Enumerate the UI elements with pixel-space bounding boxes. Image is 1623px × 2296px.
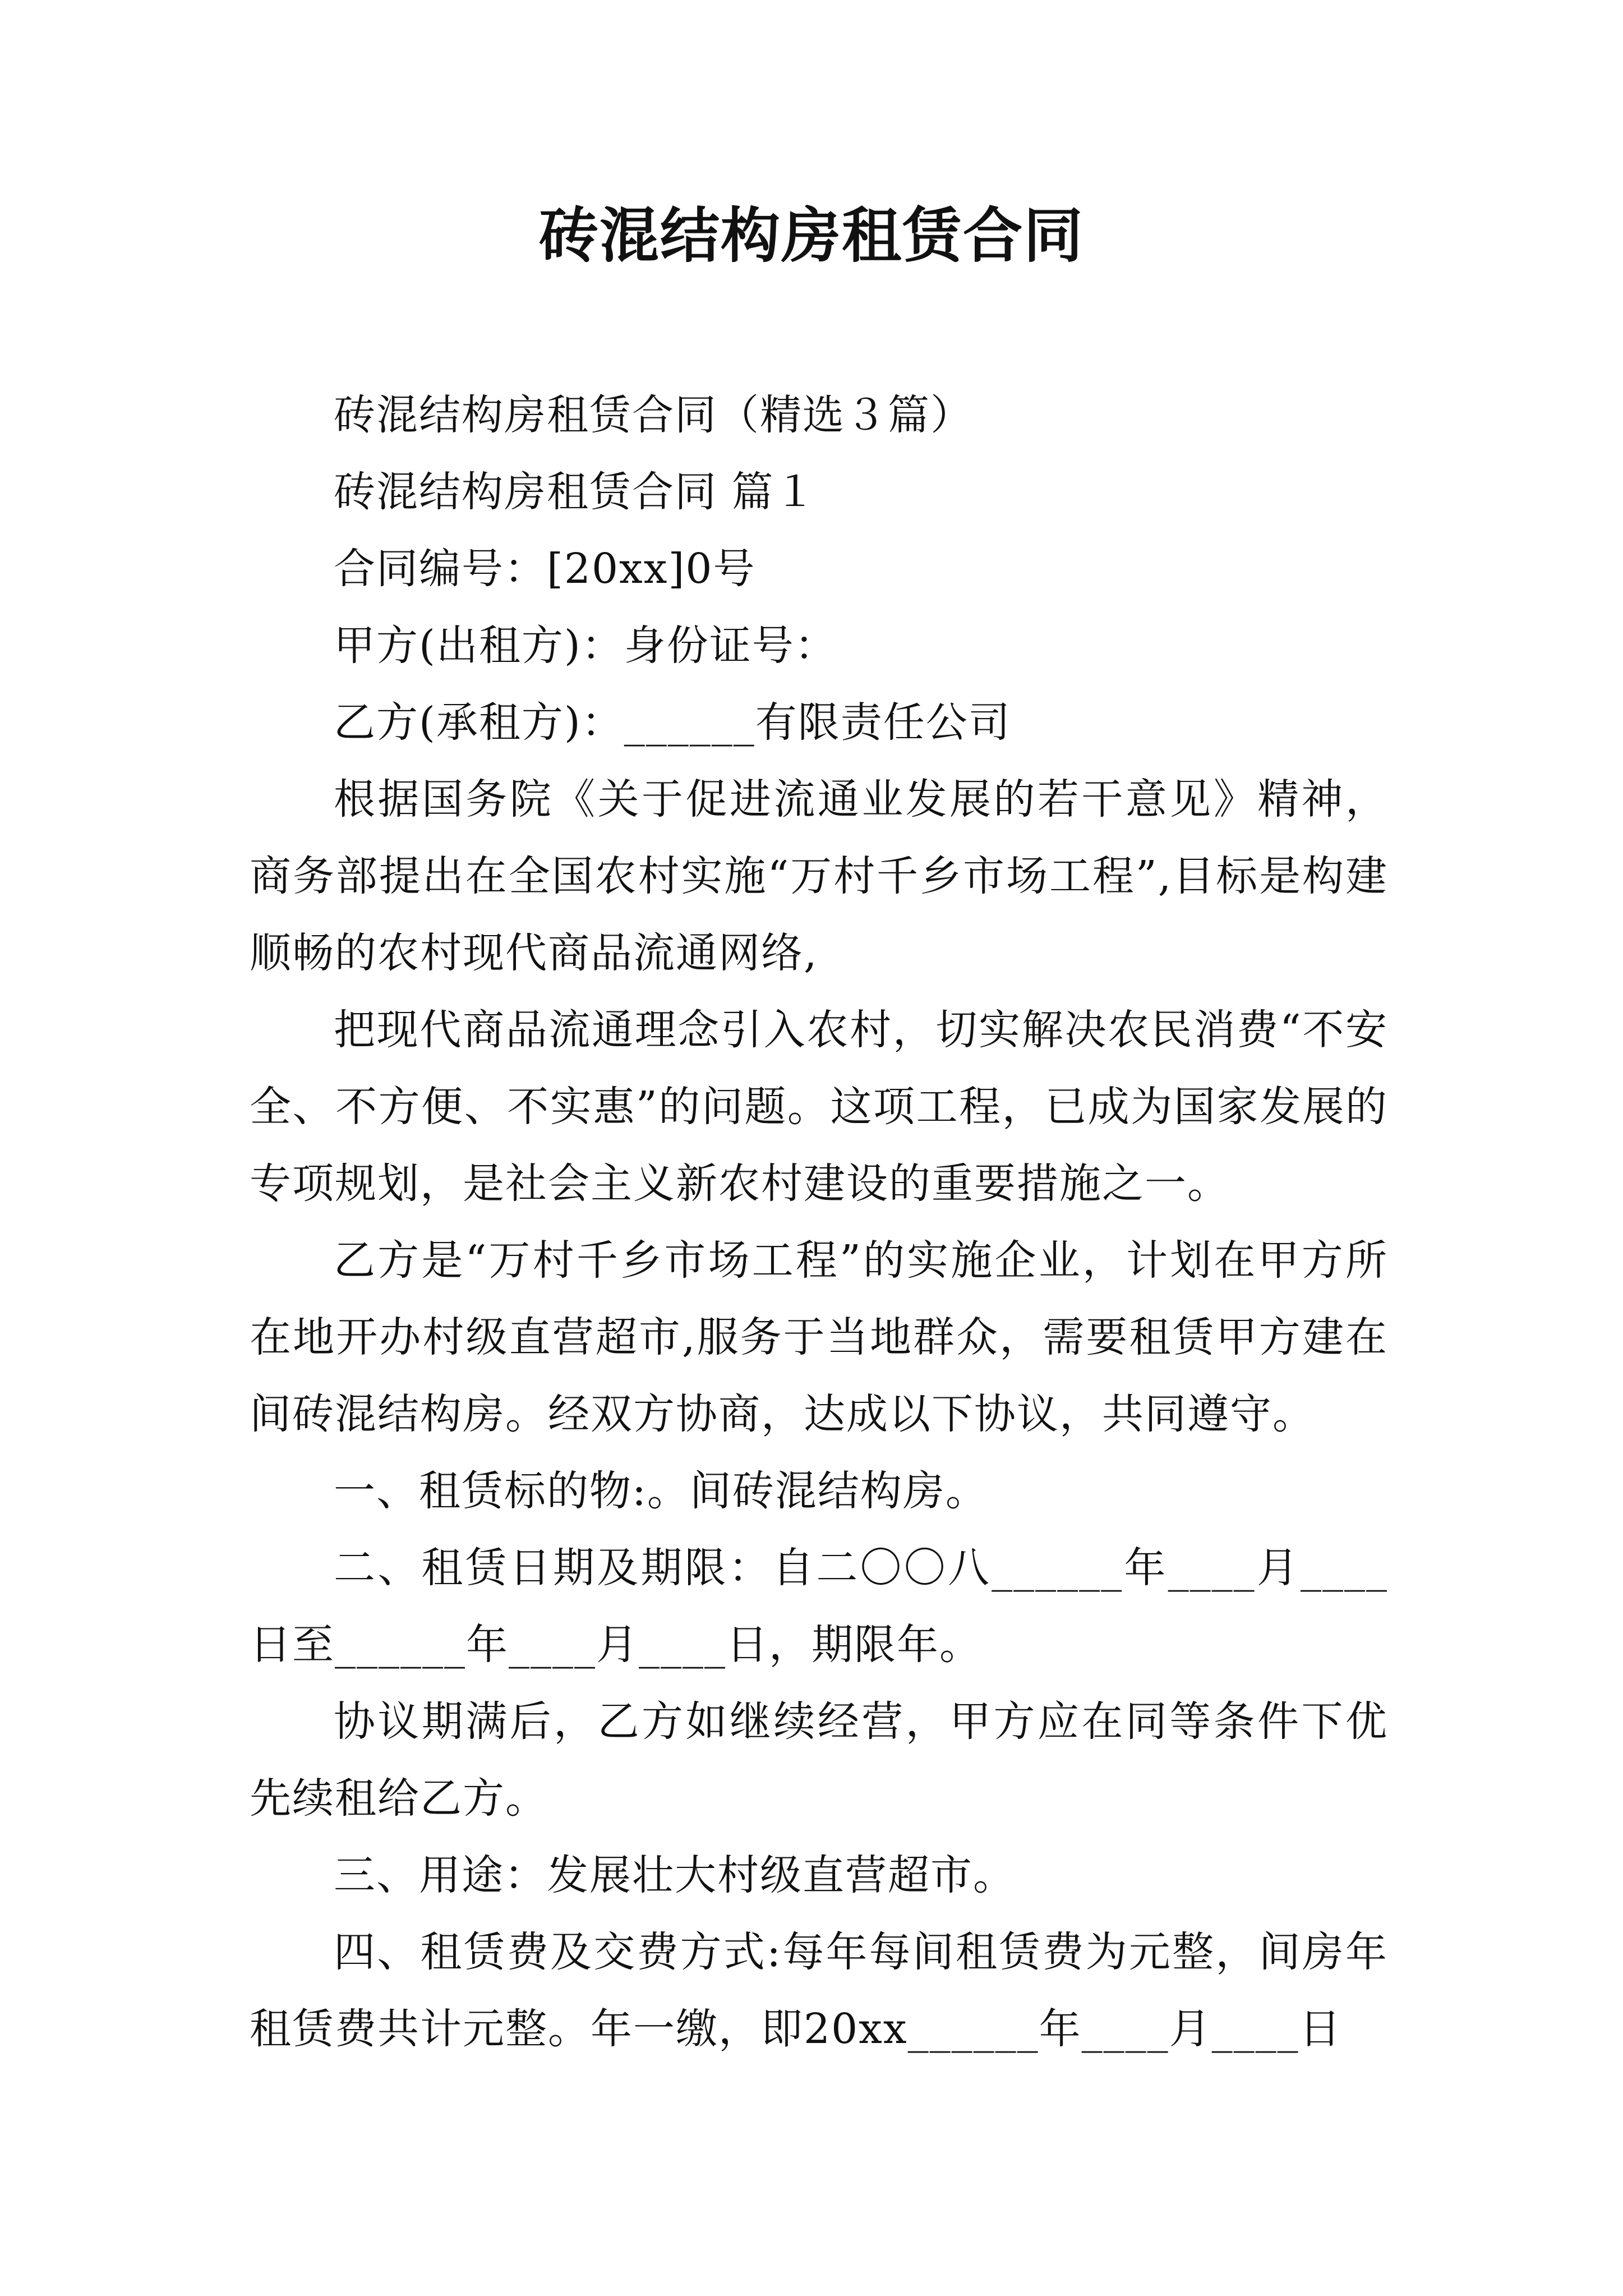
- paragraph-party-a: 甲方(出租方)：身份证号：: [334, 622, 837, 670]
- paragraph-clause-1: 一、租赁标的物:。间砖混结构房。: [334, 1467, 988, 1515]
- document-body: [250, 377, 1388, 2068]
- paragraph-clause-4: 四、租赁费及交费方式:每年每间租赁费为元整，间房年租赁费共计元整。年一缴，即20xx______年____月____日: [250, 1928, 1388, 2053]
- paragraph-clause-3: 三、用途：发展壮大村级直营超市。: [334, 1851, 1016, 1899]
- paragraph-background-3: 乙方是“万村千乡市场工程”的实施企业，计划在甲方所在地开办村级直营超市,服务于当地群众，需要租赁甲方建在间砖混结构房。经双方协商，达成以下协议，共同遵守。: [250, 1236, 1388, 1438]
- paragraph-background-2: 把现代商品流通理念引入农村，切实解决农民消费“不安全、不方便、不实惠”的问题。这项工程，已成为国家发展的专项规划，是社会主义新农村建设的重要措施之一。: [250, 1006, 1388, 1208]
- paragraph-selection-heading: 砖混结构房租赁合同（精选３篇）: [334, 391, 973, 439]
- paragraph-renewal: 协议期满后，乙方如继续经营，甲方应在同等条件下优先续租给乙方。: [250, 1697, 1388, 1823]
- paragraph-background-1: 根据国务院《关于促进流通业发展的若干意见》精神，商务部提出在全国农村实施“万村千乡市场工程”,目标是构建顺畅的农村现代商品流通网络,: [250, 775, 1388, 977]
- paragraph-contract-number: 合同编号：[20xx]0号: [334, 545, 756, 593]
- paragraph-part-heading: 砖混结构房租赁合同 篇１: [334, 468, 817, 516]
- paragraph-clause-2: 二、租赁日期及期限：自二〇〇八______年____月____日至______年____月____日，期限年。: [250, 1544, 1388, 1669]
- document-title: 砖混结构房租赁合同: [539, 200, 1084, 270]
- paragraph-party-b: 乙方(承租方)：______有限责任公司: [334, 698, 1011, 747]
